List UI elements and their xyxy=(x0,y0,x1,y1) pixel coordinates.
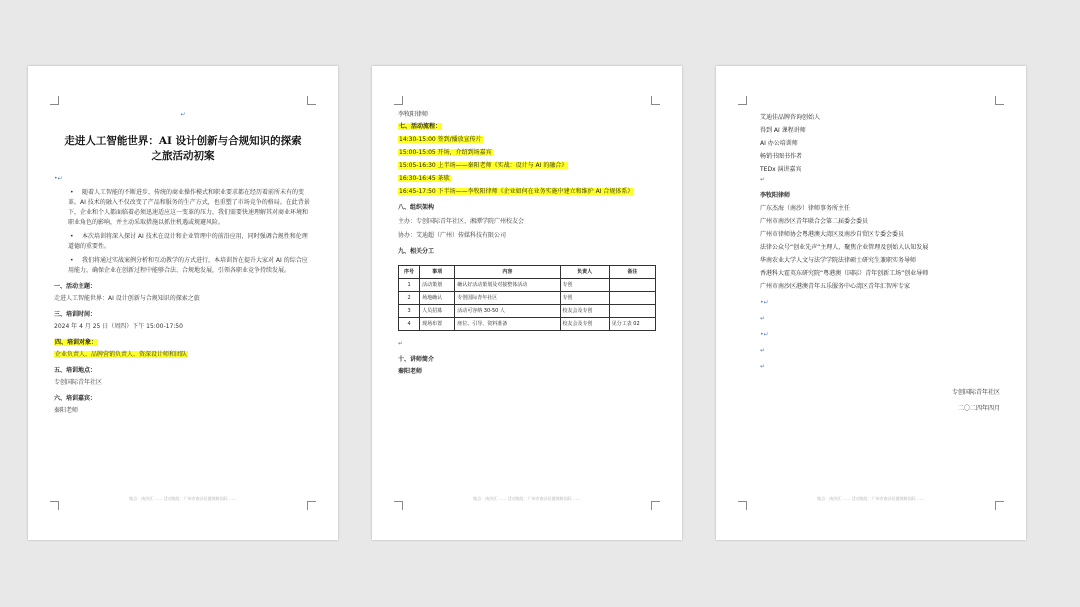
table-cell xyxy=(609,292,655,305)
crop-mark xyxy=(394,501,403,510)
section-value: 走进人工智能世界：AI 设计创新与合规知识的探索之旅 xyxy=(54,295,200,302)
table-cell: 专创 xyxy=(560,279,609,292)
crop-mark xyxy=(307,501,316,510)
schedule-heading: 七、活动流程： xyxy=(399,123,442,130)
crop-mark xyxy=(651,501,660,510)
table-row xyxy=(399,318,656,331)
crop-mark xyxy=(50,96,59,105)
intro-paragraph: • 我们将通过实战案例分析和互动教学的方式进行，本培训旨在提升大家对 AI 的综合应用能力，确保企业在创新过程中能够合法、合规地发展，引领各职业竞争持续发展。 xyxy=(68,256,312,276)
table-header: 内容 xyxy=(455,266,560,279)
lecturer-bio-item: • 畅销书图书作者 xyxy=(760,152,1000,162)
org-line: 协办：艾迪超（广州）传媒科技有限公司 xyxy=(398,232,507,239)
section-value: 2024 年 4 月 25 日（周四）下午 15:00-17:50 xyxy=(54,323,183,330)
table-cell xyxy=(609,279,655,292)
table-row xyxy=(399,292,656,305)
division-heading: 九、相关分工 xyxy=(398,248,435,255)
section-heading: 一、活动主题： xyxy=(54,283,97,290)
paragraph-mark-icon: ↵ xyxy=(760,347,766,354)
lawyer-bio-item: 华南农业大学人文与法学学院法律硕士研究生兼职实务导师 xyxy=(760,257,917,264)
crop-mark xyxy=(995,96,1004,105)
schedule-item: 15:00-15:05 开场，介绍到场嘉宾 xyxy=(399,149,492,156)
division-table xyxy=(398,265,656,331)
paragraph-mark-icon: ↵ xyxy=(398,340,404,347)
table-header: 序号 xyxy=(399,266,420,279)
table-cell: 现场布置 xyxy=(420,318,455,331)
table-cell: 场地确认 xyxy=(420,292,455,305)
section-heading: 三、培训时间： xyxy=(54,311,97,318)
lecturer-name: 秦阳老师 xyxy=(398,368,423,375)
lawyer-bio-item: 广州市南沙区青年联合会第二届委会委员 xyxy=(760,218,869,225)
paragraph-mark-icon: •↵ xyxy=(760,331,769,338)
paragraph-mark-icon: ↵ xyxy=(760,176,766,183)
paragraph-mark-icon: ↵ xyxy=(180,111,186,118)
lawyer-heading: 李牧阳律师 xyxy=(760,192,791,199)
section-value: 企业负责人、品牌营销负责人、资深设计师和团队 xyxy=(55,351,188,358)
table-cell: 活动可容纳 30-50 人 xyxy=(455,305,560,318)
lecturer-bio-item: • AI 办公培训师 xyxy=(760,139,1000,149)
section-value: 专创国际青年社区 xyxy=(54,379,103,386)
page-footer: 地点：南沙区 …… 活动地址：广州市南沙区港湾路国际 …… xyxy=(473,496,581,501)
table-cell: 座位、引导、资料准备 xyxy=(455,318,560,331)
document-page-3 xyxy=(716,66,1026,540)
crop-mark xyxy=(738,501,747,510)
crop-mark xyxy=(995,501,1004,510)
schedule-item: 16:30-16:45 茶歇 xyxy=(399,175,450,182)
table-cell: 活动策划 xyxy=(420,279,455,292)
table-cell: 专创 xyxy=(560,292,609,305)
paragraph-mark-icon: ↵ xyxy=(760,363,766,370)
table-cell xyxy=(609,305,655,318)
paragraph-mark-icon: •↵ xyxy=(54,175,63,182)
table-header: 事项 xyxy=(420,266,455,279)
intro-paragraph: • 本次培训将深入探讨 AI 技术在设计和企业管理中的前沿应用，同时强调合规性和伦理道德的重要性。 xyxy=(68,232,312,252)
crop-mark xyxy=(738,96,747,105)
document-page-1 xyxy=(28,66,338,540)
crop-mark xyxy=(394,96,403,105)
schedule-item: 15:05-16:30 上半场——秦阳老师《实战：设计与 AI 的融合》 xyxy=(399,162,568,169)
section-value: 秦阳老师 xyxy=(54,407,79,414)
lecturer-heading: 十、讲师简介 xyxy=(398,356,435,363)
org-line: 主办：专创国际青年社区、湘潭学院广州校友会 xyxy=(398,218,525,225)
table-header-row xyxy=(399,266,656,279)
section-heading: 四、培训对象： xyxy=(55,339,98,346)
table-cell: 确认好活动策划及对接整体活动 xyxy=(455,279,560,292)
org-heading: 八、组织架构 xyxy=(398,204,435,211)
lawyer-bio-item: 广州市律师协会粤港澳大湾区及南沙自贸区专委会委员 xyxy=(760,231,905,238)
signature-org: 专创国际青年社区 xyxy=(951,389,1000,396)
page-footer: 地点：南沙区 …… 活动地址：广州市南沙区港湾路国际 …… xyxy=(129,496,237,501)
lecturer-bio-item: • 得到 AI 课程讲师 xyxy=(760,126,1000,136)
table-cell: 2 xyxy=(399,292,420,305)
document-title: 走进人工智能世界：AI 设计创新与合规知识的探索之旅活动初案 xyxy=(64,135,302,162)
crop-mark xyxy=(307,96,316,105)
page-footer: 地点：南沙区 …… 活动地址：广州市南沙区港湾路国际 …… xyxy=(817,496,925,501)
paragraph-mark-icon: ↵ xyxy=(760,315,766,322)
section-heading: 六、培训嘉宾： xyxy=(54,395,97,402)
crop-mark xyxy=(50,501,59,510)
table-header: 备注 xyxy=(609,266,655,279)
intro-paragraph: • 随着人工智能的不断进步，传统的商业操作模式和职业要求都在经历着前所未有的变革。AI 技术的融入不仅改变了产品和服务的生产方式，也重塑了市场竞争的格局。在此背景下，企业和个人都面临着必须迅速适应这一变革的压力，我们需要快速理解其对商业环境和职业角色的影响，并主动采取措施以抓住机遇或规避风险。 xyxy=(68,188,312,228)
table-row xyxy=(399,279,656,292)
continued-line: 李牧阳律师 xyxy=(398,111,429,118)
lawyer-bio-item: 香港科大霍英东研究院“粤港澳（国际）青年创新工场”创业导师 xyxy=(760,270,929,277)
lawyer-bio-item: 广东杰海（南沙）律师事务所主任 xyxy=(760,205,851,212)
lecturer-bio-item: • TEDx 演讲嘉宾 xyxy=(760,165,1000,175)
table-cell: 4 xyxy=(399,318,420,331)
schedule-item: 16:45-17:50 下半场——李牧阳律师《企业如何在业务实施中建立和维护 AI 合规体系》 xyxy=(399,188,634,195)
table-cell: 校友会及专创 xyxy=(560,305,609,318)
table-cell: 见分工表 02 xyxy=(609,318,655,331)
table-cell: 校友会及专创 xyxy=(560,318,609,331)
section-heading: 五、培训地点： xyxy=(54,367,97,374)
paragraph-mark-icon: •↵ xyxy=(760,299,769,306)
table-row xyxy=(399,305,656,318)
table-cell: 专创国际青年社区 xyxy=(455,292,560,305)
lecturer-bio-item: • 艾迪佳品牌咨询创始人 xyxy=(760,113,1000,123)
document-page-2 xyxy=(372,66,682,540)
table-cell: 人员招募 xyxy=(420,305,455,318)
table-cell: 3 xyxy=(399,305,420,318)
signature-date: 二〇二四年四月 xyxy=(957,405,1000,412)
table-header: 负责人 xyxy=(560,266,609,279)
schedule-item: 14:30-15:00 签到/播放宣传片 xyxy=(399,136,482,143)
lawyer-bio-item: 广州市南沙区港澳青年五乐服务中心湾区青年汇智库专家 xyxy=(760,283,911,290)
lawyer-bio-item: 法律公众号“创业先声”主理人、聚焦企业管理及创始人认知发展 xyxy=(760,244,929,251)
table-cell: 1 xyxy=(399,279,420,292)
crop-mark xyxy=(651,96,660,105)
